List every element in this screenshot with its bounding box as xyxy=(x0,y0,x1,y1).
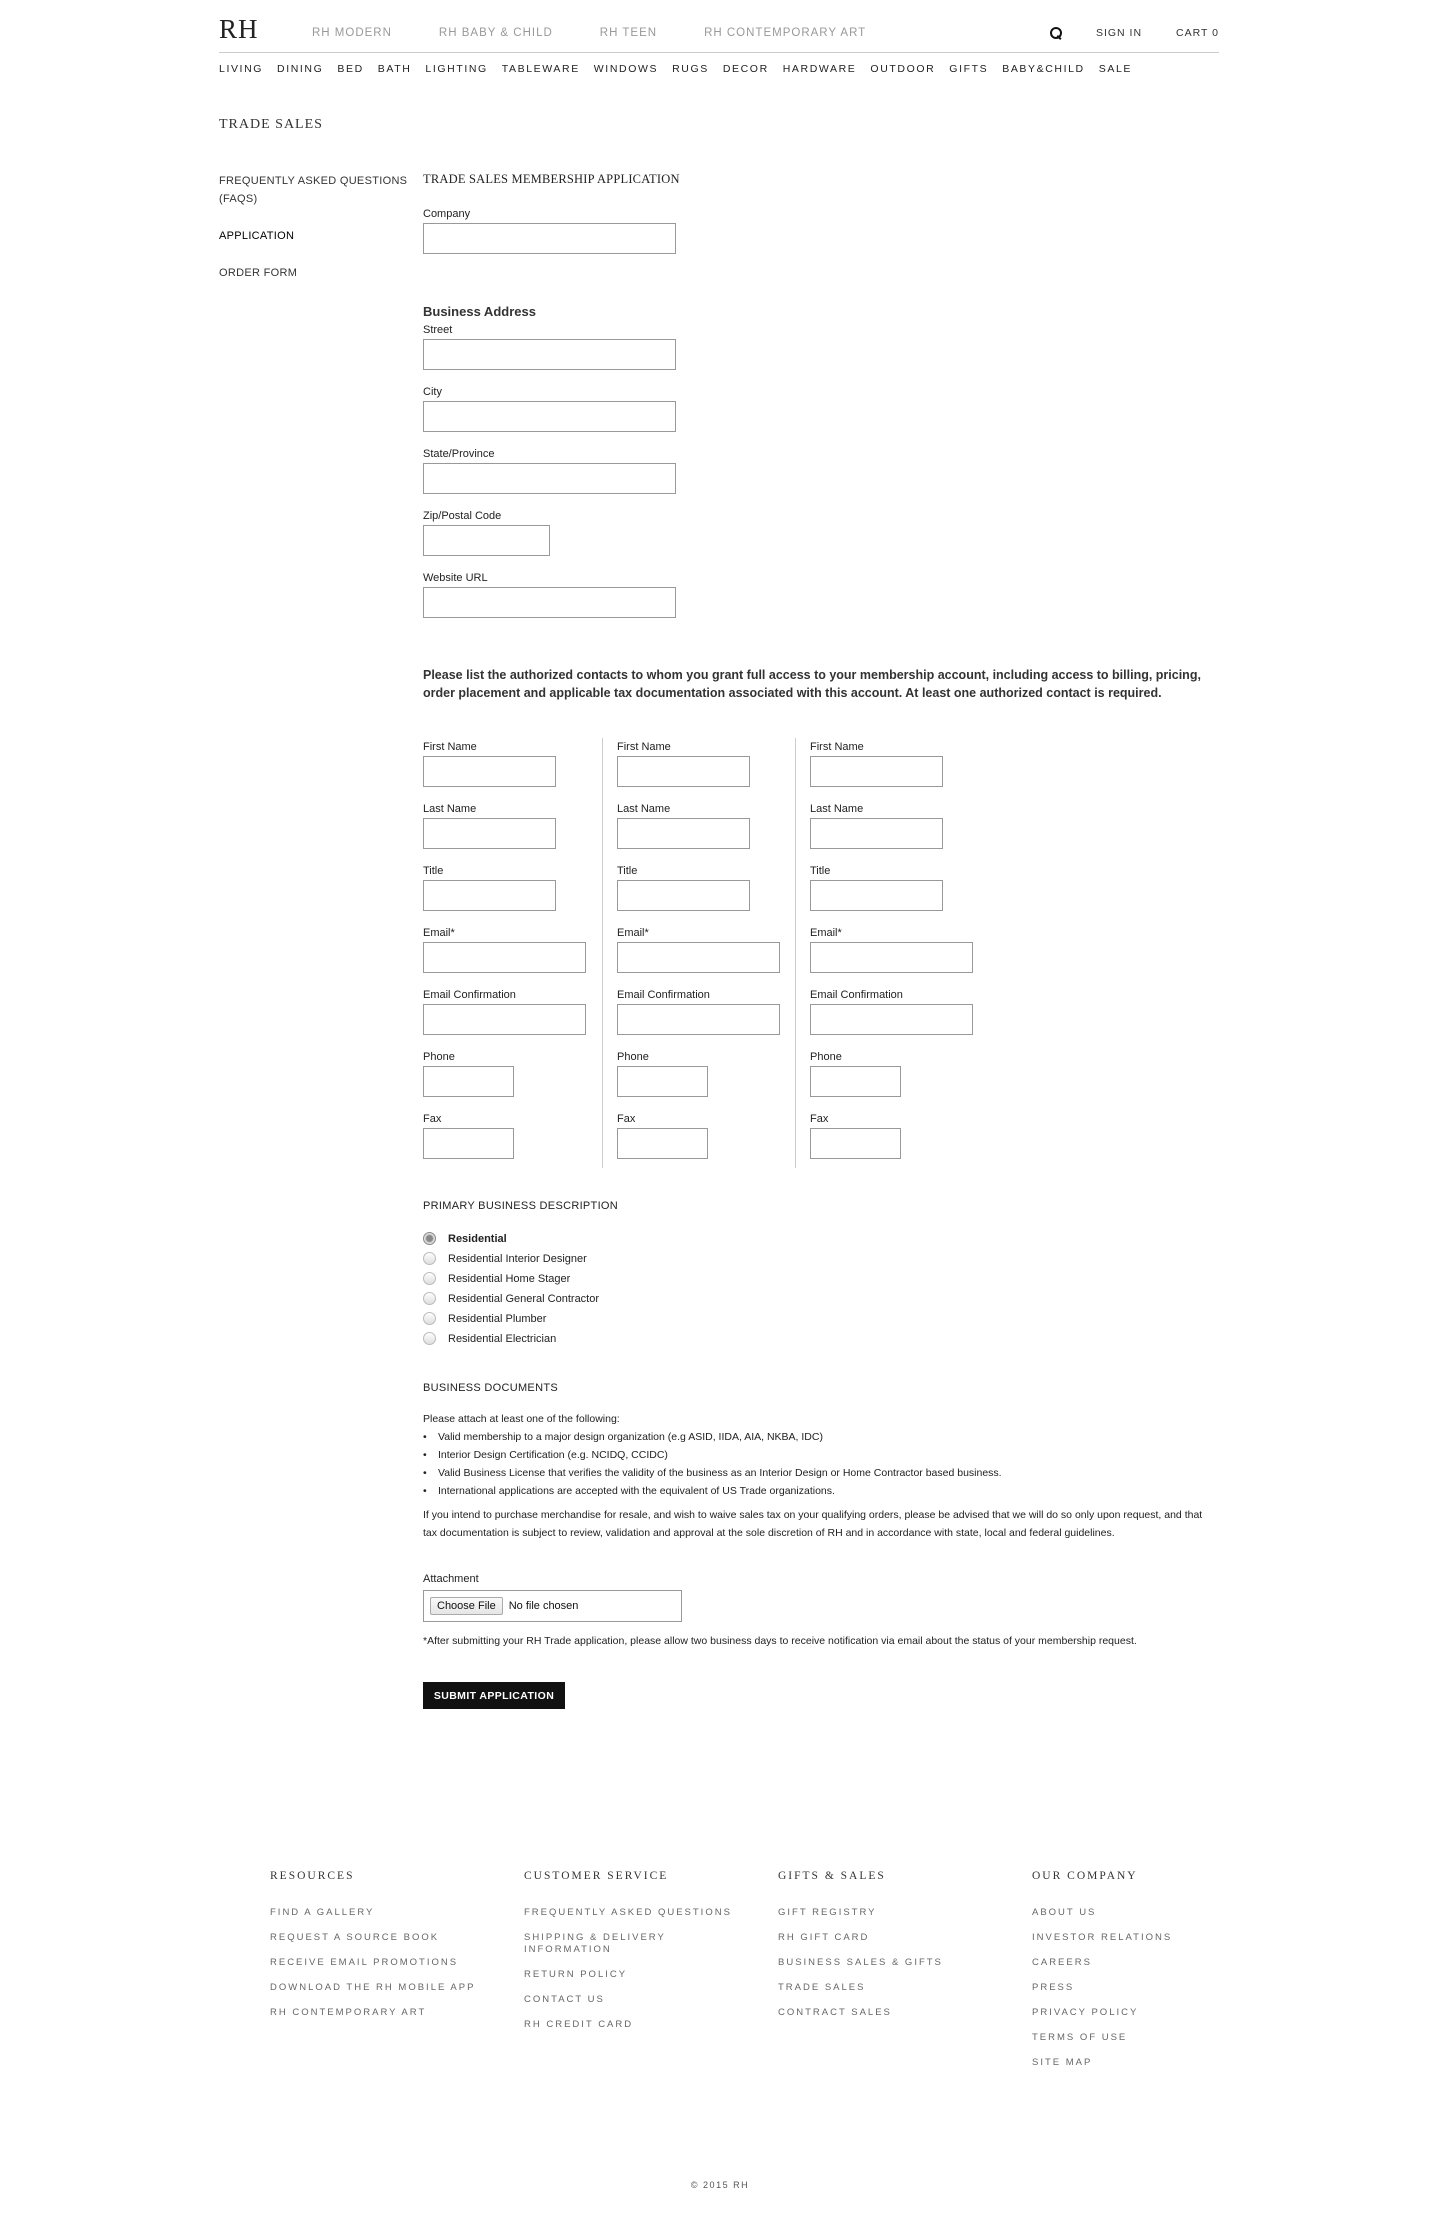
footer-link-business-sales[interactable]: BUSINESS SALES & GIFTS xyxy=(778,1957,943,1968)
contact-3-email-input[interactable] xyxy=(810,942,973,973)
street-label: Street xyxy=(423,324,453,336)
contact-1-title-input[interactable] xyxy=(423,880,556,911)
contact-1-email-input[interactable] xyxy=(423,942,586,973)
site-header xyxy=(219,0,1219,85)
footer-link-careers[interactable]: CAREERS xyxy=(1032,1957,1092,1968)
primary-business-heading: PRIMARY BUSINESS DESCRIPTION xyxy=(423,1200,619,1212)
footer-link-mobile-app[interactable]: DOWNLOAD THE RH MOBILE APP xyxy=(270,1982,476,1993)
category-dining[interactable]: DINING xyxy=(277,63,324,75)
contact-3-last-name-input[interactable] xyxy=(810,818,943,849)
business-option-label: Residential Interior Designer xyxy=(448,1252,587,1265)
list-item: • Valid membership to a major design organization (e.g ASID, IIDA, AIA, NKBA, IDC) xyxy=(423,1428,1002,1446)
business-option-label: Residential xyxy=(448,1232,507,1245)
rh-logo[interactable]: RH xyxy=(219,14,259,44)
footer-heading: OUR COMPANY xyxy=(1032,1870,1138,1882)
business-option-label: Residential General Contractor xyxy=(448,1292,600,1305)
list-item: • International applications are accepted with the equivalent of US Trade organizations. xyxy=(423,1482,1002,1500)
sidebar-item-order-form[interactable]: ORDER FORM xyxy=(219,267,298,279)
contact-2-phone-input[interactable] xyxy=(617,1066,708,1097)
list-item: • Valid Business License that verifies the validity of the business as an Interior Design or Home Contractor based business. xyxy=(423,1464,1002,1482)
utility-nav xyxy=(1050,27,1219,39)
business-option-home-stager[interactable] xyxy=(423,1272,570,1285)
documents-list xyxy=(423,1428,1002,1500)
footer-link-gift-card[interactable]: RH GIFT CARD xyxy=(778,1932,870,1943)
documents-intro: Please attach at least one of the following: xyxy=(423,1413,620,1425)
state-label: State/Province xyxy=(423,448,495,460)
resale-tax-note: If you intend to purchase merchandise for resale, and wish to waive sales tax on your qualifying orders, please be advised that we will do so only upon request, and that tax documentation is subject to review, validation and approval at the sole discretion of RH and in accordance with state, local and federal guidelines. xyxy=(423,1509,1203,1539)
category-baby-child[interactable]: BABY&CHILD xyxy=(1002,63,1085,75)
footer-link-privacy-policy[interactable]: PRIVACY POLICY xyxy=(1032,2007,1139,2018)
footer-link-press[interactable]: PRESS xyxy=(1032,1982,1075,1993)
contact-1-first-name-input[interactable] xyxy=(423,756,556,787)
contact-3-email-confirmation-input[interactable] xyxy=(810,1004,973,1035)
title-label: Title xyxy=(810,865,831,877)
radio-button[interactable] xyxy=(423,1292,436,1305)
company-label: Company xyxy=(423,208,471,220)
category-lighting[interactable]: LIGHTING xyxy=(425,63,488,75)
contact-2-email-confirmation-input[interactable] xyxy=(617,1004,780,1035)
contact-3-phone-input[interactable] xyxy=(810,1066,901,1097)
category-tableware[interactable]: TABLEWARE xyxy=(501,63,580,75)
first-name-label: First Name xyxy=(423,741,477,753)
state-input[interactable] xyxy=(423,463,676,494)
last-name-label: Last Name xyxy=(423,803,477,815)
phone-label: Phone xyxy=(617,1051,649,1063)
zip-label: Zip/Postal Code xyxy=(423,510,502,522)
copyright: © 2015 RH xyxy=(690,2180,750,2190)
radio-button[interactable] xyxy=(423,1232,436,1245)
footer-link-gift-registry[interactable]: GIFT REGISTRY xyxy=(778,1907,877,1918)
footer-heading: GIFTS & SALES xyxy=(778,1870,886,1882)
footer-link-about-us[interactable]: ABOUT US xyxy=(1032,1907,1097,1918)
email-label: Email* xyxy=(617,927,649,939)
footer-link-source-book[interactable]: REQUEST A SOURCE BOOK xyxy=(270,1932,440,1943)
list-item: • Interior Design Certification (e.g. NCIDQ, CCIDC) xyxy=(423,1446,1002,1464)
footer-link-email-promotions[interactable]: RECEIVE EMAIL PROMOTIONS xyxy=(270,1957,459,1968)
business-option-label: Residential Home Stager xyxy=(448,1272,571,1285)
radio-button[interactable] xyxy=(423,1312,436,1325)
contact-2-first-name-input[interactable] xyxy=(617,756,750,787)
category-sale[interactable]: SALE xyxy=(1098,63,1132,75)
footer-column-customer-service xyxy=(524,1870,734,2044)
sidebar-item-application[interactable]: APPLICATION xyxy=(219,230,295,242)
choose-file-button[interactable]: Choose File xyxy=(430,1597,503,1615)
website-label: Website URL xyxy=(423,572,488,584)
sidebar-item-faqs[interactable]: FREQUENTLY ASKED QUESTIONS (FAQS) xyxy=(219,175,408,205)
category-windows[interactable]: WINDOWS xyxy=(593,63,659,75)
title-label: Title xyxy=(423,865,444,877)
attachment-label: Attachment xyxy=(423,1573,479,1585)
search-icon[interactable] xyxy=(1050,27,1062,39)
last-name-label: Last Name xyxy=(810,803,864,815)
radio-button[interactable] xyxy=(423,1332,436,1345)
email-label: Email* xyxy=(423,927,455,939)
city-input[interactable] xyxy=(423,401,676,432)
contact-1-email-confirmation-input[interactable] xyxy=(423,1004,586,1035)
business-option-electrician[interactable] xyxy=(423,1332,556,1345)
company-input[interactable] xyxy=(423,223,676,254)
first-name-label: First Name xyxy=(617,741,671,753)
footer-heading: RESOURCES xyxy=(270,1870,355,1882)
submit-note: *After submitting your RH Trade application, please allow two business days to receive notification via email about the status of your membership request. xyxy=(423,1635,1137,1647)
email-confirmation-label: Email Confirmation xyxy=(617,989,710,1001)
business-option-interior-designer[interactable] xyxy=(423,1252,587,1265)
footer-link-investor-relations[interactable]: INVESTOR RELATIONS xyxy=(1032,1932,1173,1943)
attachment-input[interactable] xyxy=(423,1590,682,1622)
contact-3-title-input[interactable] xyxy=(810,880,943,911)
city-label: City xyxy=(423,386,442,398)
footer-link-faq[interactable]: FREQUENTLY ASKED QUESTIONS xyxy=(524,1907,732,1918)
contact-2-title-input[interactable] xyxy=(617,880,750,911)
last-name-label: Last Name xyxy=(617,803,671,815)
category-outdoor[interactable]: OUTDOOR xyxy=(870,63,936,75)
title-label: Title xyxy=(617,865,638,877)
business-option-label: Residential Plumber xyxy=(448,1312,547,1325)
footer-heading: CUSTOMER SERVICE xyxy=(524,1870,669,1882)
footer-column-our-company xyxy=(1032,1870,1232,2082)
category-living[interactable]: LIVING xyxy=(219,63,264,75)
footer-link-shipping[interactable]: SHIPPING & DELIVERY INFORMATION xyxy=(524,1932,666,1955)
header-divider xyxy=(219,52,1219,53)
category-hardware[interactable]: HARDWARE xyxy=(782,63,857,75)
email-confirmation-label: Email Confirmation xyxy=(810,989,903,1001)
brand-link-rh-contemporary-art[interactable]: RH CONTEMPORARY ART xyxy=(704,27,867,39)
category-decor[interactable]: DECOR xyxy=(722,63,769,75)
brand-link-rh-baby-child[interactable]: RH BABY & CHILD xyxy=(438,27,553,39)
footer-link-trade-sales[interactable]: TRADE SALES xyxy=(778,1982,866,1993)
brand-link-rh-teen[interactable]: RH TEEN xyxy=(599,27,658,39)
business-option-residential[interactable] xyxy=(423,1232,507,1245)
contact-column-divider xyxy=(602,738,603,1168)
phone-label: Phone xyxy=(423,1051,455,1063)
footer-link-return-policy[interactable]: RETURN POLICY xyxy=(524,1969,628,1980)
footer-link-credit-card[interactable]: RH CREDIT CARD xyxy=(524,2019,634,2030)
contact-1-last-name-input[interactable] xyxy=(423,818,556,849)
contact-3-fax-input[interactable] xyxy=(810,1128,901,1159)
form-title: TRADE SALES MEMBERSHIP APPLICATION xyxy=(423,172,680,186)
footer-column-resources xyxy=(270,1870,520,2032)
contact-2-email-input[interactable] xyxy=(617,942,780,973)
footer-column-gifts-sales xyxy=(778,1870,1028,2032)
street-input[interactable] xyxy=(423,339,676,370)
sign-in-link[interactable]: SIGN IN xyxy=(1095,27,1143,39)
email-label: Email* xyxy=(810,927,842,939)
category-bed[interactable]: BED xyxy=(337,63,364,75)
radio-button[interactable] xyxy=(423,1252,436,1265)
submit-application-button[interactable]: SUBMIT APPLICATION xyxy=(423,1682,565,1709)
business-documents-heading: BUSINESS DOCUMENTS xyxy=(423,1382,558,1394)
footer-link-contact-us[interactable]: CONTACT US xyxy=(524,1994,605,2005)
category-rugs[interactable]: RUGS xyxy=(672,63,709,75)
sidebar-nav xyxy=(219,172,409,301)
footer-link-terms-of-use[interactable]: TERMS OF USE xyxy=(1032,2032,1128,2043)
business-address-heading: Business Address xyxy=(423,304,536,319)
fax-label: Fax xyxy=(810,1113,829,1125)
contact-2-last-name-input[interactable] xyxy=(617,818,750,849)
brand-nav xyxy=(312,27,913,39)
footer-link-site-map[interactable]: SITE MAP xyxy=(1032,2057,1093,2068)
business-option-general-contractor[interactable] xyxy=(423,1292,599,1305)
contact-2-fax-input[interactable] xyxy=(617,1128,708,1159)
page-title: TRADE SALES xyxy=(219,117,323,132)
category-bath[interactable]: BATH xyxy=(377,63,412,75)
zip-input[interactable] xyxy=(423,525,550,556)
fax-label: Fax xyxy=(423,1113,442,1125)
contact-3-first-name-input[interactable] xyxy=(810,756,943,787)
file-status: No file chosen xyxy=(508,1600,579,1612)
footer-link-contemporary-art[interactable]: RH CONTEMPORARY ART xyxy=(270,2007,427,2018)
fax-label: Fax xyxy=(617,1113,636,1125)
phone-label: Phone xyxy=(810,1051,842,1063)
footer-link-find-gallery[interactable]: FIND A GALLERY xyxy=(270,1907,375,1918)
cart-link[interactable]: CART 0 xyxy=(1176,27,1219,39)
first-name-label: First Name xyxy=(810,741,864,753)
radio-button[interactable] xyxy=(423,1272,436,1285)
contact-column-divider xyxy=(795,738,796,1168)
footer-link-contract-sales[interactable]: CONTRACT SALES xyxy=(778,2007,892,2018)
contact-1-fax-input[interactable] xyxy=(423,1128,514,1159)
authorized-contacts-note: Please list the authorized contacts to whom you grant full access to your membership account, including access to billing, pricing, order placement and applicable tax documentation associated with this account. At least one authorized contact is required. xyxy=(423,668,1201,700)
website-input[interactable] xyxy=(423,587,676,618)
category-nav xyxy=(219,63,1146,75)
brand-link-rh-modern[interactable]: RH MODERN xyxy=(312,27,392,39)
category-gifts[interactable]: GIFTS xyxy=(949,63,989,75)
contact-1-phone-input[interactable] xyxy=(423,1066,514,1097)
email-confirmation-label: Email Confirmation xyxy=(423,989,516,1001)
business-option-plumber[interactable] xyxy=(423,1312,546,1325)
business-option-label: Residential Electrician xyxy=(448,1332,557,1345)
